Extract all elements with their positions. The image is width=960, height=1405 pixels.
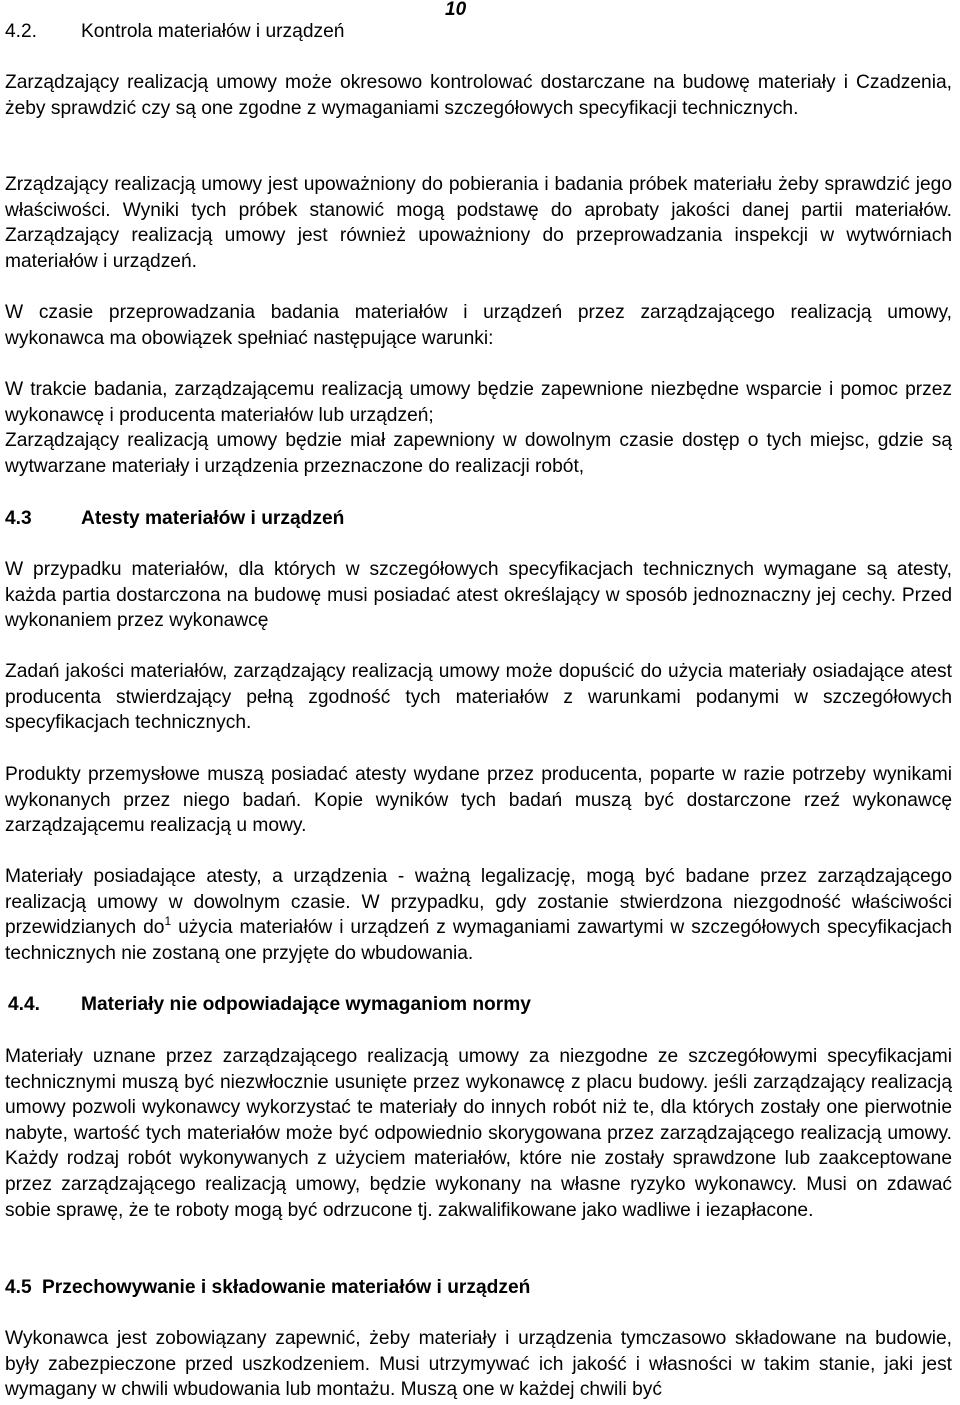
paragraph-text: Materiały posiadające atesty, a urządzenia - ważną legalizację, mogą być badane przez zarządzającego realizacją umowy w dowolnym czasie. W przypadku, gdy zostanie stwierdzona niezgodność właściwości przewidzianych do	[5, 866, 952, 939]
paragraph: Zarządzający realizacją umowy może okresowo kontrolować dostarczane na budowę materiały i Czadzenia, żeby sprawdzić czy są one zgodne z wymaganiami szczegółowych specyfikacji technicznych.	[5, 72, 952, 119]
section-number: 4.2.	[5, 21, 38, 42]
footnote-marker: 1	[164, 914, 172, 929]
section-title: Atesty materiałów i urządzeń	[81, 508, 345, 529]
paragraph: W przypadku materiałów, dla których w szczegółowych specyfikacjach technicznych wymagane są atesty, każda partia dostarczona na budowę musi posiadać atest określający w sposób jednoznaczny jej cechy. Przed wykonaniem przez wykonawcę	[5, 559, 952, 632]
paragraph-text: użycia materiałów i urządzeń z wymaganiami zawartymi w szczegółowych specyfikacjach technicznych nie zostaną one przyjęte do wbudowania.	[5, 917, 952, 964]
section-title: Przechowywanie i składowanie materiałów i urządzeń	[42, 1277, 531, 1298]
section-heading-4-5	[5, 1276, 530, 1300]
paragraph: Materiały uznane przez zarządzającego realizacją umowy za niezgodne ze szczegółowymi specyfikacjami technicznymi muszą być niezwłocznie usunięte przez wykonawcę z placu budowy. jeśli zarządzający realizacją umowy pozwoli wykonawcy wykorzystać te materiały do innych robót niż te, dla których zostały one pierwotnie nabyte, wartość tych materiałów może być odpowiednio skorygowana przez zarządzającego realizacją umowy. Każdy rodzaj robót wykonywanych z użyciem materiałów, które nie zostały sprawdzone lub zaakceptowane przez zarządzającego realizacją umowy, będzie wykonany na własne ryzyko wykonawcy. Musi on zdawać sobie sprawę, że te roboty mogą być odrzucone tj. zakwalifikowane jako wadliwe i iezapłacone.	[5, 1046, 952, 1221]
paragraph: Zadań jakości materiałów, zarządzający realizacją umowy może dopuścić do użycia materiały osiadające atest producenta stwierdzający pełną zgodność tych materiałów z warunkami podanymi w szczegółowych specyfikacjach technicznych.	[5, 661, 952, 734]
section-number: 4.3	[5, 508, 32, 529]
paragraph: Produkty przemysłowe muszą posiadać atesty wydane przez producenta, poparte w razie potrzeby wynikami wykonanych przez niego badań. Kopie wyników tych badań muszą być dostarczone rzeź wykonawcę zarządzającemu realizacją u mowy.	[5, 764, 952, 837]
section-heading-4-3	[5, 507, 344, 531]
paragraph: Zarządzający realizacją umowy będzie miał zapewniony w dowolnym czasie dostęp o tych miejsc, gdzie są wytwarzane materiały i urządzenia przeznaczone do realizacji robót,	[5, 430, 952, 477]
paragraph: W trakcie badania, zarządzającemu realizacją umowy będzie zapewnione niezbędne wsparcie i pomoc przez wykonawcę i producenta materiałów lub urządzeń;	[5, 379, 952, 426]
section-number: 4.5	[5, 1277, 32, 1298]
paragraph: Zrządzający realizacją umowy jest upoważniony do pobierania i badania próbek materiału żeby sprawdzić jego właściwości. Wyniki tych próbek stanowić mogą podstawę do aprobaty jakości danej partii materiałów. Zarządzający realizacją umowy jest również upoważniony do przeprowadzania inspekcji w wytwórniach materiałów i urządzeń.	[5, 174, 952, 272]
paragraph: Wykonawca jest zobowiązany zapewnić, żeby materiały i urządzenia tymczasowo składowane na budowie, były zabezpieczone przed uszkodzeniem. Musi utrzymywać ich jakość i własności w takim stanie, jaki jest wymagany w chwili wbudowania lub montażu. Muszą one w każdej chwili być	[5, 1328, 952, 1401]
section-heading-4-4	[8, 993, 531, 1017]
page-number: 10	[445, 0, 467, 20]
paragraph: W czasie przeprowadzania badania materiałów i urządzeń przez zarządzającego realizacją umowy, wykonawca ma obowiązek spełniać następujące warunki:	[5, 302, 952, 349]
section-title: Materiały nie odpowiadające wymaganiom normy	[81, 994, 531, 1015]
section-heading-4-2	[5, 20, 344, 44]
section-title: Kontrola materiałów i urządzeń	[81, 21, 345, 42]
paragraph	[5, 864, 952, 966]
section-number: 4.4.	[8, 994, 41, 1015]
